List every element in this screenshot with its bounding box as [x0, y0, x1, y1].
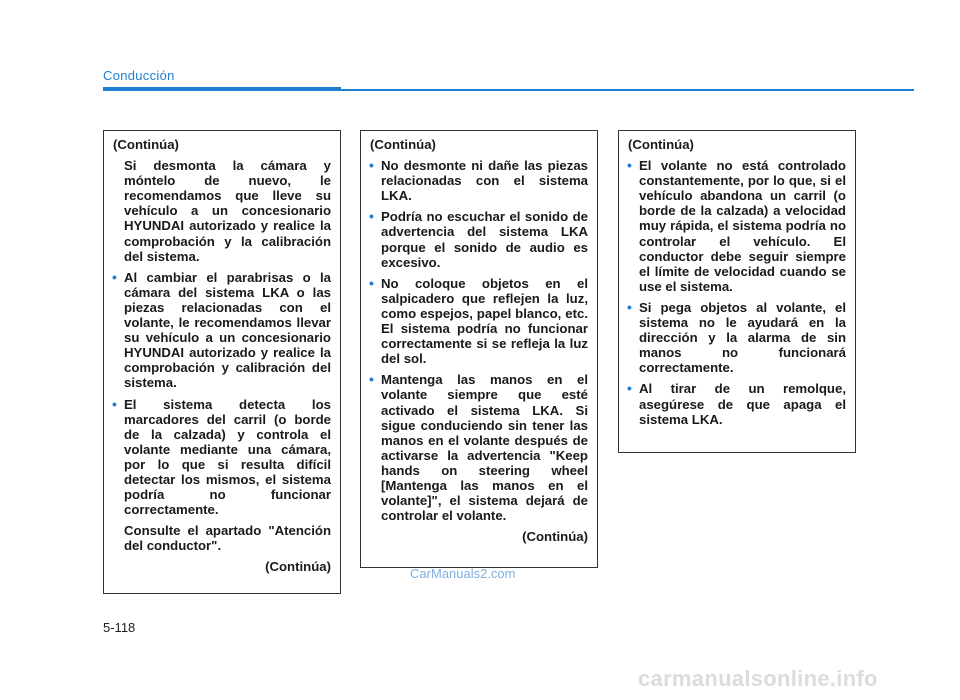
bullet-item: • No coloque objetos en el salpicadero que reflejen la luz, como espejos, papel blanco, etc. El sistema podría no funcionar correctamente si se refleja la luz del sol. [370, 276, 588, 367]
bullet-item: • El volante no está controlado constantemente, por lo que, si el vehículo abandona un carril (o borde de la calzada) a velocidad muy rápida, el sistema podría no controlar el vehículo. El conductor debe seguir siempre el límite de velocidad cuando se use el sistema. [628, 158, 846, 294]
column-box-2 [360, 130, 598, 568]
bullet-item: • Mantenga las manos en el volante siempre que esté activado el sistema LKA. Si sigue conduciendo sin tener las manos en el volante después de activarse la advertencia "Keep hands on steering wheel [Mantenga las manos en el volante]", el sistema dejará de controlar el volante. [370, 372, 588, 523]
header-rule-thick [103, 87, 341, 91]
bullet-item: • Al cambiar el parabrisas o la cámara del sistema LKA o las piezas relacionadas con el volante, le recomendamos llevar su vehículo a un concesionario HYUNDAI autorizado y realice la comprobación y calibración del sistema. [113, 270, 331, 391]
continued-heading: (Continúa) [370, 137, 436, 152]
header-rule-thin [341, 89, 914, 91]
column-box-1 [103, 130, 341, 594]
bullet-item: • No desmonte ni dañe las piezas relacionadas con el sistema LKA. [370, 158, 588, 203]
continued-footer: (Continúa) [522, 529, 588, 545]
page-number: 5-118 [103, 620, 136, 635]
watermark-text: carmanualsonline.info [638, 666, 878, 691]
bullet-item: • El sistema detecta los marcadores del carril (o borde de la calzada) y controla el volante mediante una cámara, por lo que si resulta difícil detectar los mismos, el sistema podría no funcionar correctamente. [113, 397, 331, 518]
paragraph: Si desmonta la cámara y móntelo de nuevo, le recomendamos que lleve su vehículo a un concesionario HYUNDAI autorizado y realice la comprobación y la calibración del sistema. [124, 158, 331, 264]
column-box-3 [618, 130, 856, 453]
section-title: Conducción [103, 68, 175, 83]
continued-heading: (Continúa) [113, 137, 179, 152]
bullet-item: • Al tirar de un remolque, asegúrese de que apaga el sistema LKA. [628, 381, 846, 426]
paragraph: Consulte el apartado "Atención del conductor". [124, 523, 331, 554]
continued-heading: (Continúa) [628, 137, 694, 152]
bullet-item: • Si pega objetos al volante, el sistema no le ayudará en la dirección y la alarma de sin manos no funcionará correctamente. [628, 300, 846, 375]
continued-footer: (Continúa) [265, 559, 331, 575]
bullet-item: • Podría no escuchar el sonido de advertencia del sistema LKA porque el sonido de audio es excesivo. [370, 209, 588, 269]
watermark-link[interactable]: CarManuals2.com [410, 566, 516, 581]
